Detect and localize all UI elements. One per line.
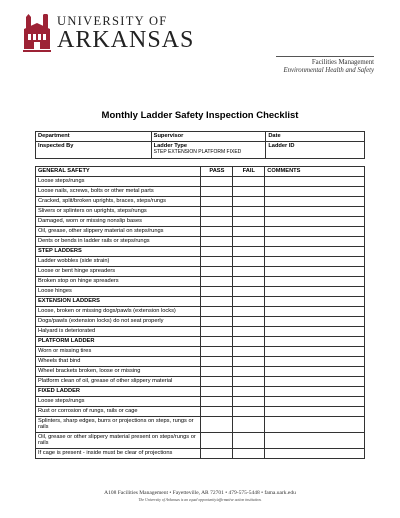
fail-cell[interactable] [233,317,265,327]
checklist-item-row [36,327,365,337]
checklist-item-row [36,177,365,187]
fail-cell[interactable] [233,187,265,197]
checklist-item-row [36,287,365,297]
pass-cell[interactable] [201,432,233,448]
fail-cell[interactable] [233,257,265,267]
comments-cell[interactable] [265,247,365,257]
supervisor-field[interactable]: Supervisor [151,132,266,142]
comments-cell[interactable] [265,307,365,317]
comments-cell[interactable] [265,327,365,337]
checklist-item-label: Worn or missing tires [36,347,201,357]
comments-cell[interactable] [265,347,365,357]
fail-cell[interactable] [233,277,265,287]
checklist-item-label: Dents or bends in ladder rails or steps/rungs [36,237,201,247]
checklist-item-row [36,277,365,287]
checklist-item-label: Oil, grease, other slippery material on steps/rungs [36,227,201,237]
comments-column-header: COMMENTS [265,167,365,177]
fail-column-header: FAIL [233,167,265,177]
checklist-item-row [36,197,365,207]
department-field[interactable]: Department [36,132,152,142]
checklist-item-row [36,347,365,357]
section-header-row [36,297,365,307]
pass-cell[interactable] [201,347,233,357]
checklist-item-label: Damaged, worn or missing nonslip bases [36,217,201,227]
checklist-item-row [36,257,365,267]
checklist-item-row [36,407,365,417]
page-title: Monthly Ladder Safety Inspection Checklist [101,110,299,121]
checklist-item-label: Loose hinges [36,287,201,297]
pass-cell[interactable] [201,367,233,377]
checklist-item-label: Slivers or splinters on uprights, steps/rungs [36,207,201,217]
ladder-type-field[interactable] [151,142,266,159]
pass-cell[interactable] [201,357,233,367]
ladder-type-label: Ladder Type [153,143,188,149]
checklist-item-label: Dogs/pawls (extension locks) do not seat properly [36,317,201,327]
fail-cell[interactable] [233,197,265,207]
pass-cell[interactable] [201,417,233,433]
pass-cell[interactable] [201,197,233,207]
fail-cell[interactable] [233,367,265,377]
comments-cell[interactable] [265,237,365,247]
section-title: STEP LADDERS [36,247,201,257]
pass-cell[interactable] [201,407,233,417]
comments-cell[interactable] [265,267,365,277]
fail-cell[interactable] [233,357,265,367]
pass-cell[interactable] [201,277,233,287]
comments-cell[interactable] [265,317,365,327]
checklist-item-row [36,417,365,433]
fail-cell[interactable] [233,307,265,317]
old-main-seal-icon [23,14,51,54]
fail-cell[interactable] [233,297,265,307]
section-header-row [36,247,365,257]
checklist-item-label: Loose or bent hinge spreaders [36,267,201,277]
comments-cell[interactable] [265,387,365,397]
fail-cell[interactable] [233,387,265,397]
comments-cell[interactable] [265,257,365,267]
checklist-item-label: Cracked, split/broken uprights, braces, steps/rungs [36,197,201,207]
pass-cell[interactable] [201,207,233,217]
pass-cell[interactable] [201,237,233,247]
checklist-item-row [36,448,365,458]
pass-cell[interactable] [201,387,233,397]
department-divider [276,56,374,57]
department-name: Facilities Management [311,59,374,66]
comments-cell[interactable] [265,297,365,307]
comments-cell[interactable] [265,367,365,377]
checklist-item-row [36,217,365,227]
info-row [36,132,365,142]
pass-cell[interactable] [201,448,233,458]
comments-cell[interactable] [265,377,365,387]
comments-cell[interactable] [265,207,365,217]
checklist-item-label: Splinters, sharp edges, burrs or projections on steps, rungs or rails [36,417,201,433]
section-header-row [36,337,365,347]
checklist-item-row [36,432,365,448]
comments-cell[interactable] [265,197,365,207]
university-logo [23,14,198,62]
checklist-item-row [36,207,365,217]
section-title: FIXED LADDER [36,387,201,397]
checklist-item-label: Wheel brackets broken, loose or missing [36,367,201,377]
pass-cell[interactable] [201,177,233,187]
comments-cell[interactable] [265,177,365,187]
checklist-item-label: Loose steps/rungs [36,397,201,407]
pass-cell[interactable] [201,297,233,307]
checklist-item-label: Halyard is deteriorated [36,327,201,337]
comments-cell[interactable] [265,417,365,433]
comments-cell[interactable] [265,357,365,367]
checklist-item-label: If cage is present - inside must be clear of projections [36,448,201,458]
checklist-item-row [36,357,365,367]
fail-cell[interactable] [233,207,265,217]
comments-cell[interactable] [265,277,365,287]
comments-cell[interactable] [265,432,365,448]
fail-cell[interactable] [233,407,265,417]
pass-cell[interactable] [201,397,233,407]
checklist-item-label: Loose, broken or missing dogs/pawls (extension locks) [36,307,201,317]
pass-cell[interactable] [201,307,233,317]
inspection-info-table [35,131,365,159]
checklist-item-row [36,187,365,197]
comments-cell[interactable] [265,448,365,458]
comments-cell[interactable] [265,397,365,407]
section-title: EXTENSION LADDERS [36,297,201,307]
pass-cell[interactable] [201,317,233,327]
fail-cell[interactable] [233,397,265,407]
pass-cell[interactable] [201,217,233,227]
pass-cell[interactable] [201,227,233,237]
pass-cell[interactable] [201,187,233,197]
checklist-item-label: Loose steps/rungs [36,177,201,187]
fail-cell[interactable] [233,227,265,237]
checklist-table [35,166,365,459]
comments-cell[interactable] [265,407,365,417]
checklist-item-row [36,397,365,407]
pass-cell[interactable] [201,257,233,267]
fail-cell[interactable] [233,267,265,277]
checklist-item-row [36,237,365,247]
pass-cell[interactable] [201,327,233,337]
checklist-item-label: Broken stop on hinge spreaders [36,277,201,287]
pass-cell[interactable] [201,267,233,277]
checklist-item-label: Loose nails, screws, bolts or other metal parts [36,187,201,197]
fail-cell[interactable] [233,327,265,337]
fail-cell[interactable] [233,217,265,227]
pass-column-header: PASS [201,167,233,177]
pass-cell[interactable] [201,337,233,347]
comments-cell[interactable] [265,227,365,237]
comments-cell[interactable] [265,217,365,227]
fail-cell[interactable] [233,287,265,297]
pass-cell[interactable] [201,287,233,297]
university-name-line1: UNIVERSITY OF [57,14,168,28]
checklist-item-row [36,307,365,317]
university-name-line2: ARKANSAS [57,27,195,53]
inspected-by-field[interactable]: Inspected By [36,142,152,159]
checklist-item-label: Wheels that bind [36,357,201,367]
fail-cell[interactable] [233,377,265,387]
checklist-item-row [36,377,365,387]
comments-cell[interactable] [265,337,365,347]
checklist-item-row [36,317,365,327]
section-header-row [36,167,365,177]
ladder-type-options: STEP EXTENSION PLATFORM FIXED [153,149,242,156]
checklist-item-label: Ladder wobbles (side strain) [36,257,201,267]
fail-cell[interactable] [233,432,265,448]
fail-cell[interactable] [233,237,265,247]
section-title: GENERAL SAFETY [36,167,201,177]
date-field[interactable]: Date [266,132,365,142]
footer-eeo-statement: The University of Arkansas is an equal opportunity/affirmative action institution. [138,498,262,502]
fail-cell[interactable] [233,337,265,347]
fail-cell[interactable] [233,417,265,433]
fail-cell[interactable] [233,448,265,458]
pass-cell[interactable] [201,247,233,257]
fail-cell[interactable] [233,177,265,187]
department-subtitle: Environmental Health and Safety [283,67,374,74]
comments-cell[interactable] [265,187,365,197]
comments-cell[interactable] [265,287,365,297]
footer-address: A108 Facilities Management • Fayetteville, AR 72701 • 479-575-5448 • fama.uark.edu [104,490,296,496]
info-row [36,142,365,159]
checklist-item-label: Oil, grease or other slippery material present on steps/rungs or rails [36,432,201,448]
section-title: PLATFORM LADDER [36,337,201,347]
checklist-item-row [36,367,365,377]
fail-cell[interactable] [233,247,265,257]
section-header-row [36,387,365,397]
checklist-item-label: Rust or corrosion of rungs, rails or cage [36,407,201,417]
ladder-id-field[interactable]: Ladder ID [266,142,365,159]
checklist-item-row [36,267,365,277]
checklist-item-row [36,227,365,237]
checklist-item-label: Platform clean of oil, grease of other slippery material [36,377,201,387]
pass-cell[interactable] [201,377,233,387]
fail-cell[interactable] [233,347,265,357]
